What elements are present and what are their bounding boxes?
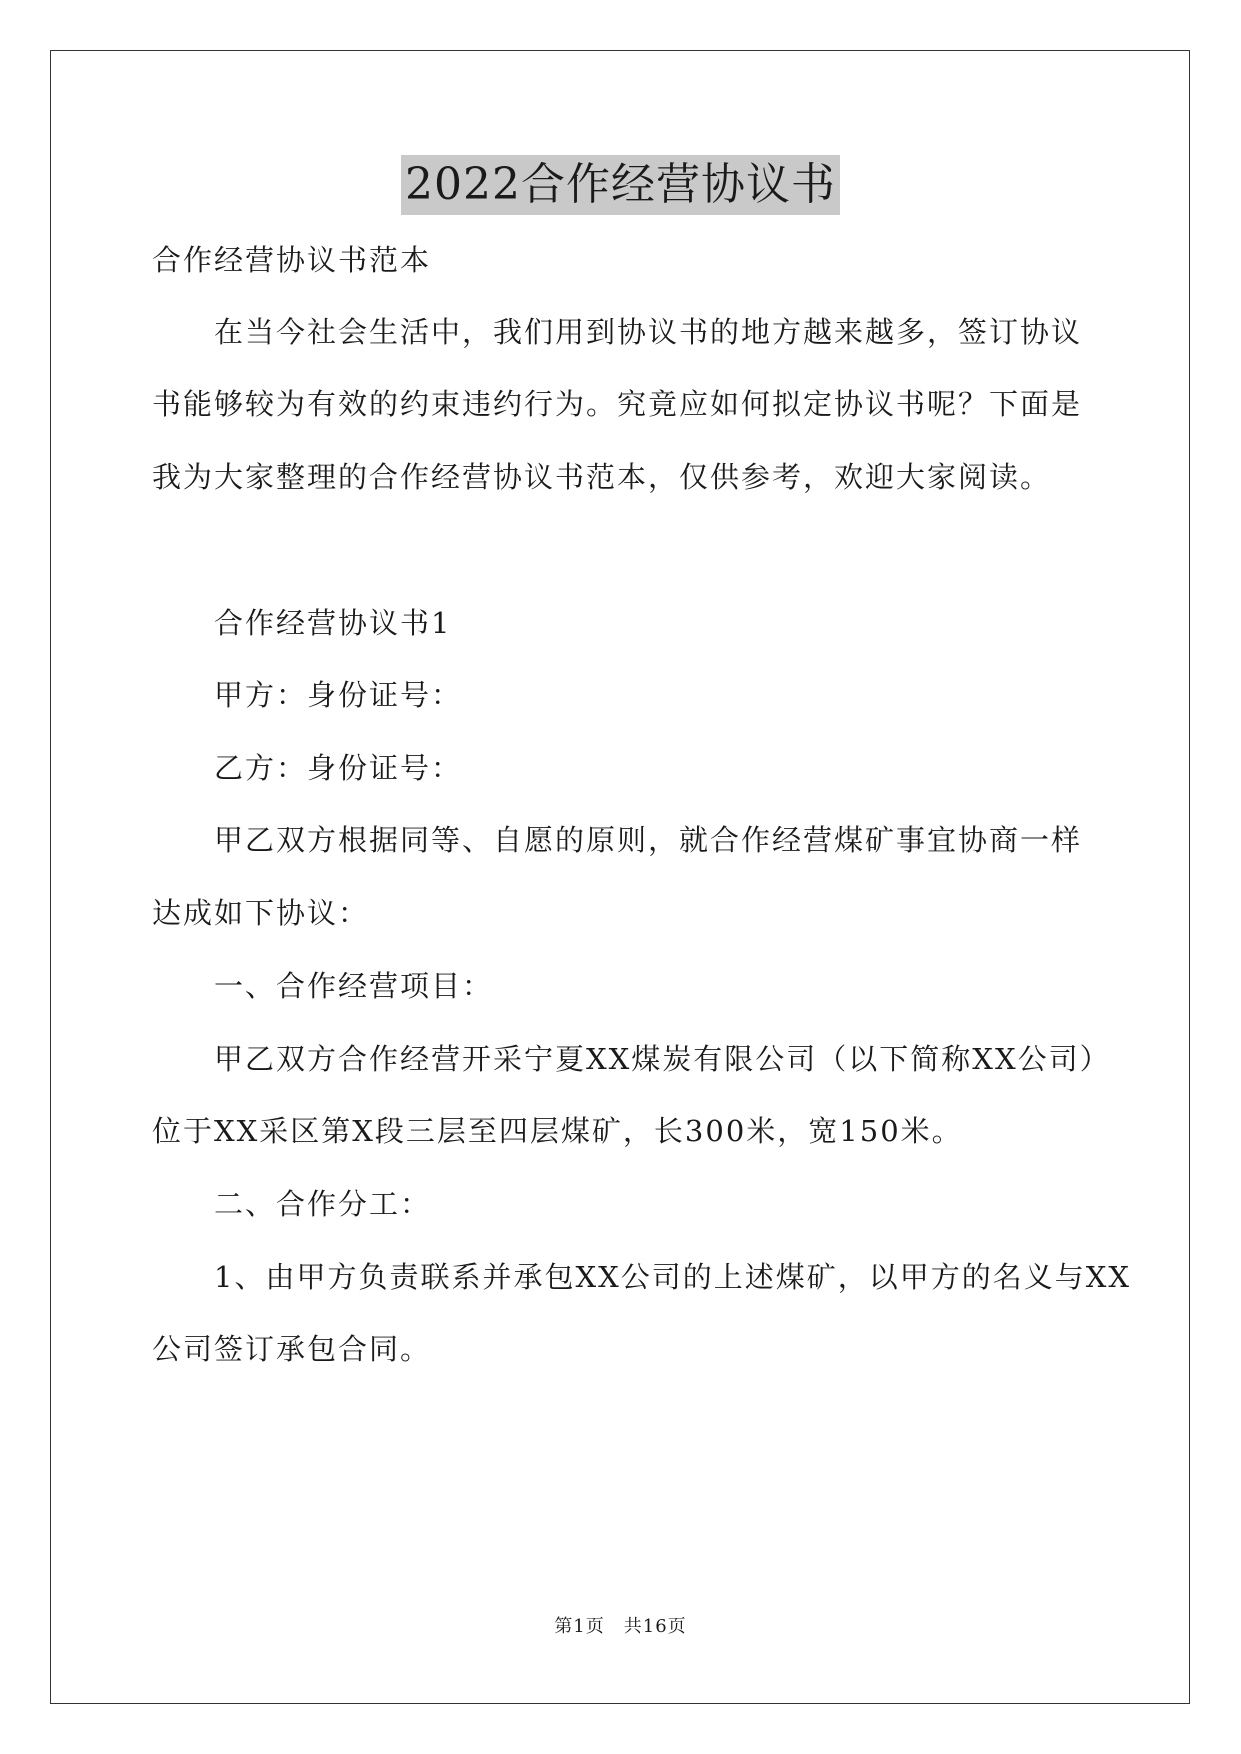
title-wrap [0,155,1241,215]
item2-heading: 二、合作分工： [214,1187,432,1221]
party-a: 甲方：身份证号： [214,678,463,712]
page-border [50,50,1190,1704]
section-heading: 合作经营协议书1 [214,606,452,640]
intro-line-1: 在当今社会生活中，我们用到协议书的地方越来越多，签订协议 [214,315,1083,349]
intro-line-3: 我为大家整理的合作经营协议书范本，仅供参考，欢迎大家阅读。 [152,460,1052,494]
item1-heading: 一、合作经营项目： [214,969,494,1003]
item2-line-2: 公司签订承包合同。 [152,1332,432,1366]
party-b: 乙方：身份证号： [214,751,463,785]
document-title: 2022合作经营协议书 [401,155,840,215]
item2-line-1: 1、由甲方负责联系并承包XX公司的上述煤矿，以甲方的名义与XX [214,1260,1132,1294]
item1-line-2: 位于XX采区第X段三层至四层煤矿，长300米，宽150米。 [152,1114,963,1148]
item1-line-1: 甲乙双方合作经营开采宁夏XX煤炭有限公司（以下简称XX公司） [214,1042,1111,1076]
intro-line-2: 书能够较为有效的约束违约行为。究竟应如何拟定协议书呢？下面是 [152,387,1083,421]
agreement-line-1: 甲乙双方根据同等、自愿的原则，就合作经营煤矿事宜协商一样 [214,823,1083,857]
page-footer: 第1页 共16页 [554,1616,687,1637]
subtitle: 合作经营协议书范本 [152,243,432,277]
agreement-line-2: 达成如下协议： [152,896,370,930]
